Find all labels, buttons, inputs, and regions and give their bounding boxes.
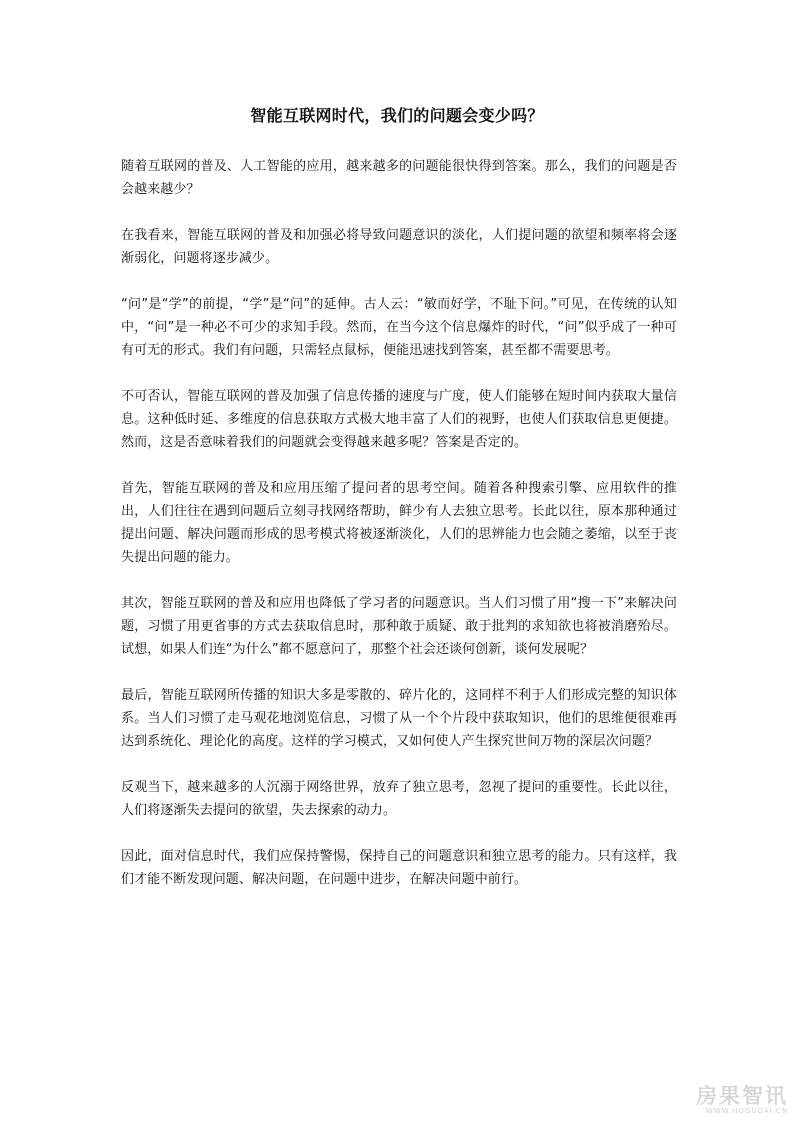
document-body <box>121 155 677 914</box>
paragraph-8: 反观当下，越来越多的人沉溺于网络世界，放弃了独立思考，忽视了提问的重要性。长此以往，人们将逐渐失去提问的欲望，失去探索的动力。 <box>121 780 677 818</box>
paragraph-6: 其次，智能互联网的普及和应用也降低了学习者的问题意识。当人们习惯了用“搜一下”来解决问题，习惯了用更省事的方式去获取信息时，那种敢于质疑、敢于批判的求知欲也将被消磨殆尽。试想，如果人们连“为什么”都不愿意问了，那整个社会还谈何创新，谈何发展呢？ <box>121 596 677 657</box>
paragraph-7: 最后，智能互联网所传播的知识大多是零散的、碎片化的，这同样不利于人们形成完整的知识体系。当人们习惯了走马观花地浏览信息，习惯了从一个个片段中获取知识，他们的思维便很难再达到系统化、理论化的高度。这样的学习模式，又如何使人产生探究世间万物的深层次问题？ <box>121 688 677 749</box>
paragraph-5: 首先，智能互联网的普及和应用压缩了提问者的思考空间。随着各种搜索引擎、应用软件的推出，人们往往在遇到问题后立刻寻找网络帮助，鲜少有人去独立思考。长此以往，原本那种通过提出问题、解决问题而形成的思考模式将被逐渐淡化，人们的思辨能力也会随之萎缩，以至于丧失提出问题的能力。 <box>121 481 677 565</box>
paragraph-4: 不可否认，智能互联网的普及加强了信息传播的速度与广度，使人们能够在短时间内获取大量信息。这种低时延、多维度的信息获取方式极大地丰富了人们的视野，也使人们获取信息更便捷。然而，这是否意味着我们的问题就会变得越来越多呢？答案是否定的。 <box>121 389 677 450</box>
paragraph-3: “问”是“学”的前提，“学”是“问”的延伸。古人云：“敏而好学，不耻下问。”可见，在传统的认知中，“问”是一种必不可少的求知手段。然而，在当今这个信息爆炸的时代，“问”似乎成了一种可有可无的形式。我们有问题，只需轻点鼠标，便能迅速找到答案，甚至都不需要思考。 <box>121 297 677 358</box>
watermark-brand: 房果智讯 <box>696 1084 788 1108</box>
watermark-logo <box>684 1085 788 1115</box>
document-title: 智能互联网时代，我们的问题会变少吗？ <box>250 106 544 125</box>
paragraph-2: 在我看来，智能互联网的普及和加强必将导致问题意识的淡化，人们提问题的欲望和频率将会逐渐弱化，问题将逐步减少。 <box>121 228 677 266</box>
paragraph-1: 随着互联网的普及、人工智能的应用，越来越多的问题能很快得到答案。那么，我们的问题是否会越来越少？ <box>121 159 677 197</box>
watermark-site: WWW.HOGUOAI.CN <box>705 1107 788 1115</box>
paragraph-9: 因此，面对信息时代，我们应保持警惕，保持自己的问题意识和独立思考的能力。只有这样，我们才能不断发现问题、解决问题，在问题中进步，在解决问题中前行。 <box>121 849 677 887</box>
